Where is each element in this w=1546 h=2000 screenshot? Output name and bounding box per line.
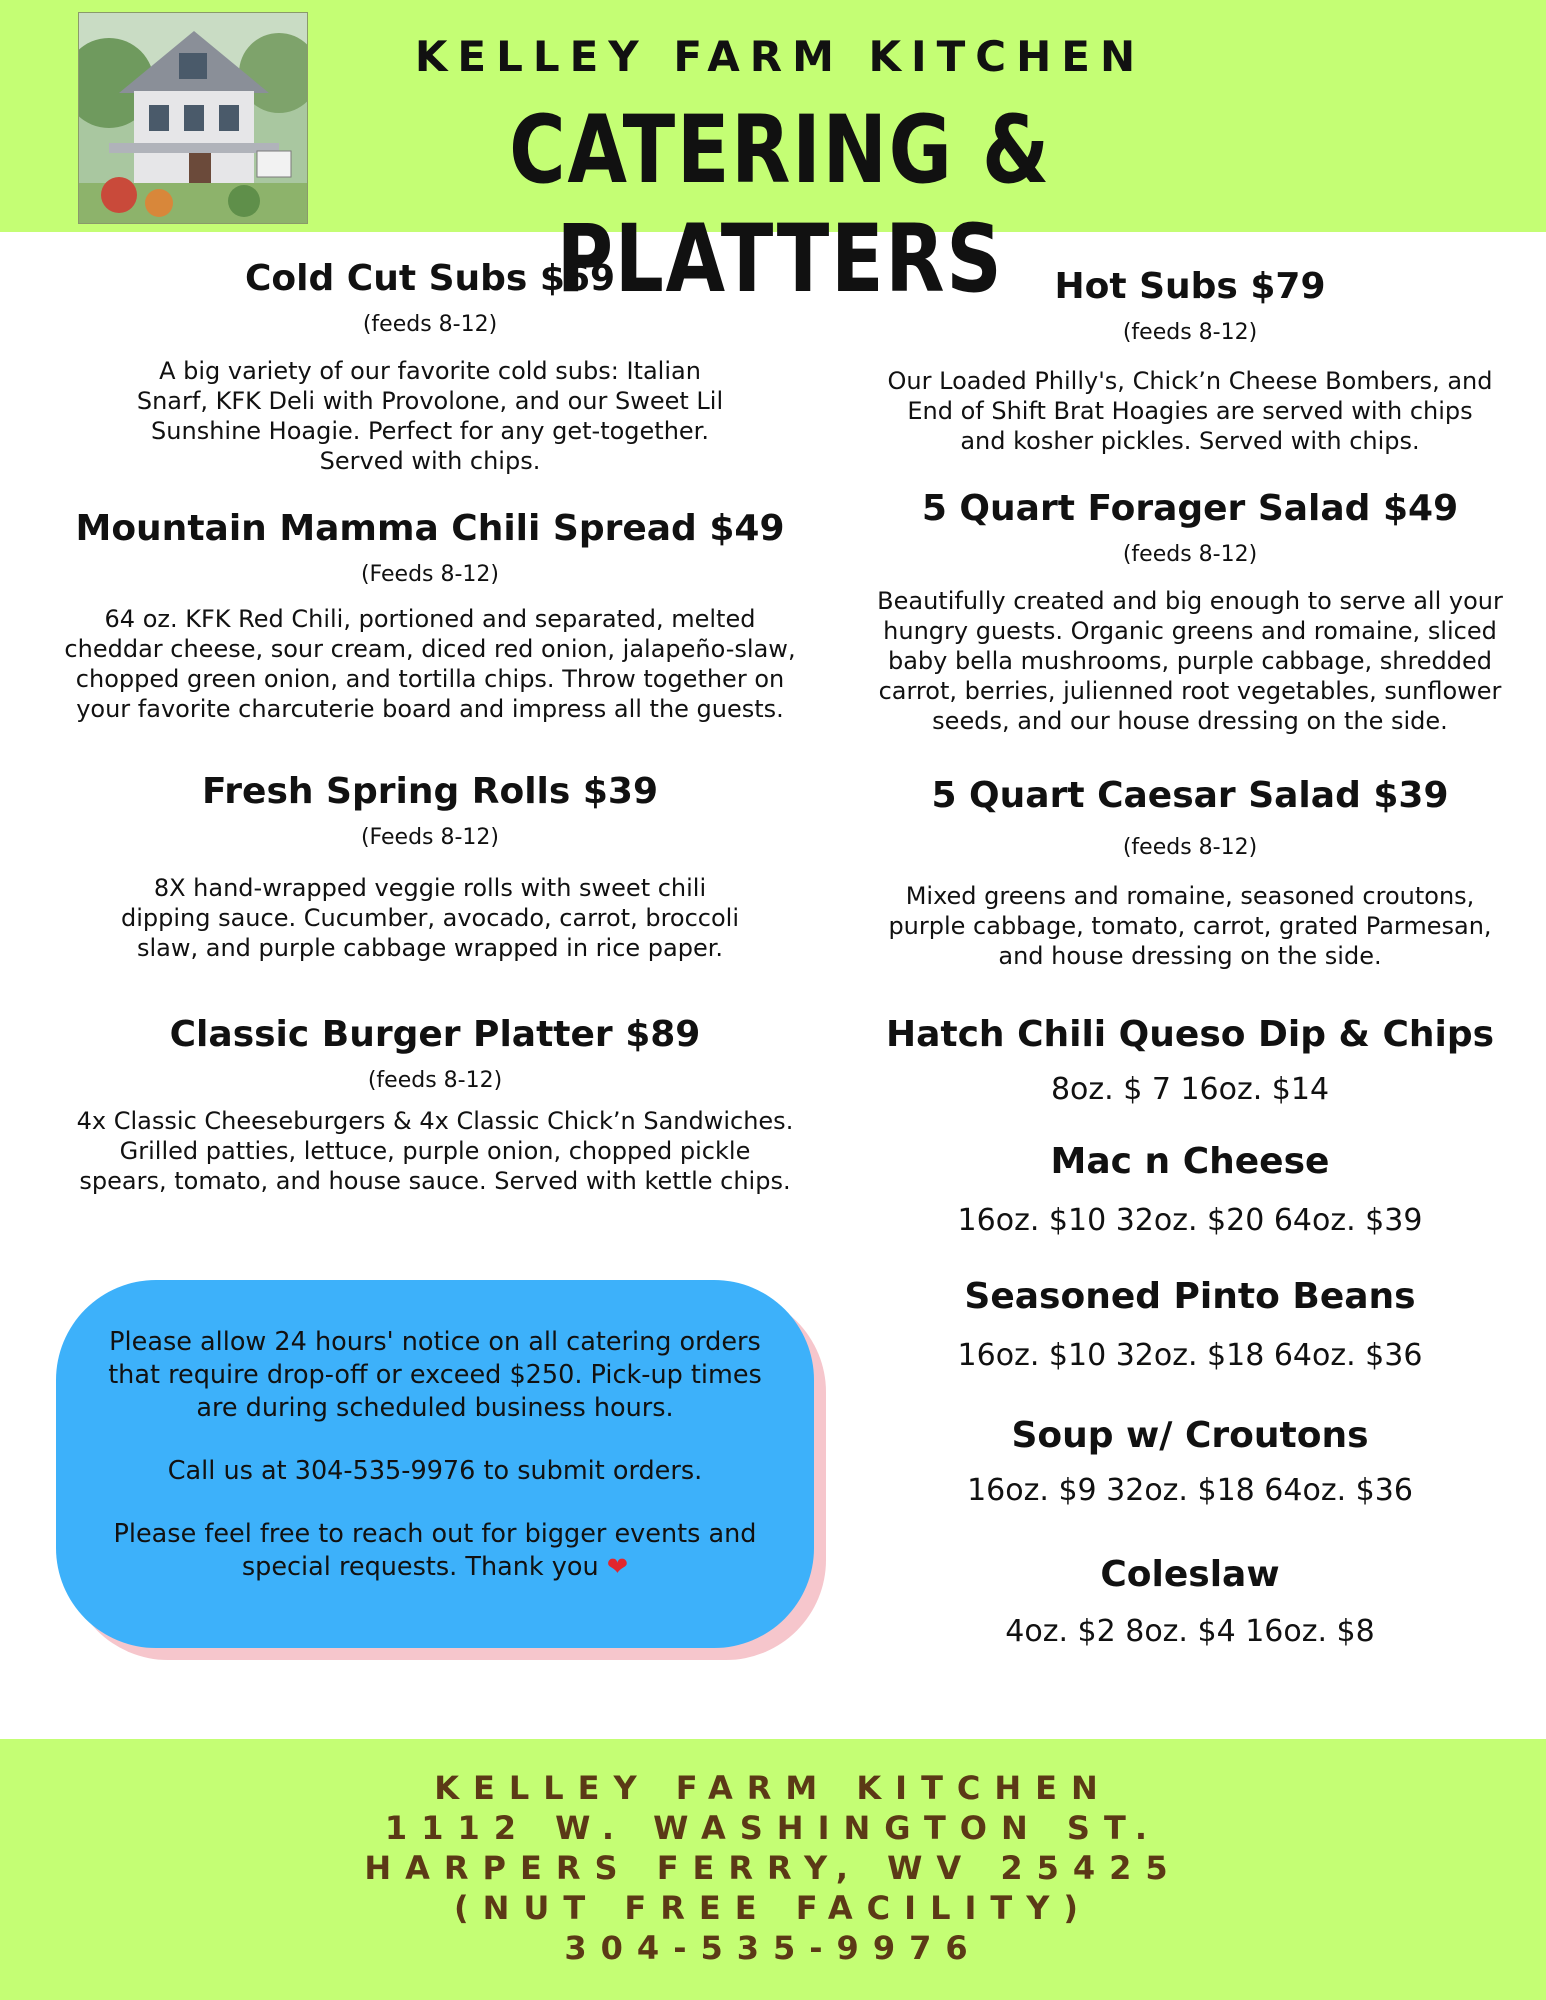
- description-line: spears, tomato, and house sauce. Served with kettle chips.: [79, 1167, 791, 1195]
- side-sizes: 16oz. $9 32oz. $18 64oz. $36: [967, 1473, 1413, 1508]
- item-feeds: (feeds 8-12): [1122, 320, 1258, 345]
- farmhouse-logo: [78, 12, 308, 224]
- item-description: [850, 366, 1530, 456]
- description-line: 64 oz. KFK Red Chili, portioned and separated, melted: [104, 605, 756, 633]
- item-description: [30, 873, 830, 963]
- side-title: Coleslaw: [1100, 1554, 1280, 1595]
- item-description: [850, 586, 1530, 736]
- side-sizes: 8oz. $ 7 16oz. $14: [1050, 1072, 1330, 1107]
- item-description: [30, 1106, 840, 1196]
- description-line: hungry guests. Organic greens and romaine, sliced: [883, 617, 1497, 645]
- description-line: and house dressing on the side.: [998, 942, 1382, 970]
- side-pinto-beans: [850, 1274, 1530, 1376]
- side-title: Seasoned Pinto Beans: [964, 1276, 1416, 1317]
- page-title: CATERING & PLATTERS: [509, 96, 1051, 314]
- item-title: Fresh Spring Rolls $39: [201, 771, 658, 812]
- side-mac-n-cheese: [850, 1139, 1530, 1241]
- menu-item-spring-rolls: [30, 769, 830, 963]
- notice-phone-text: Call us at 304-535-9976 to submit orders.: [167, 1456, 703, 1486]
- description-line: cheddar cheese, sour cream, diced red onion, jalapeño-slaw,: [64, 635, 796, 663]
- item-feeds: (feeds 8-12): [1122, 542, 1258, 567]
- description-line: carrot, berries, julienned root vegetables, sunflower: [878, 677, 1502, 705]
- footer-phone: 304-535-9976: [564, 1929, 982, 1967]
- item-description: [30, 604, 830, 724]
- description-line: Snarf, KFK Deli with Provolone, and our Sweet Lil: [136, 387, 724, 415]
- description-line: slaw, and purple cabbage wrapped in rice paper.: [136, 934, 724, 962]
- menu-item-chili-spread: [30, 506, 830, 724]
- side-queso-dip: [850, 1012, 1530, 1110]
- side-soup: [850, 1413, 1530, 1511]
- item-description: [850, 881, 1530, 971]
- side-sizes: 16oz. $10 32oz. $18 64oz. $36: [957, 1338, 1423, 1373]
- item-title: Cold Cut Subs $69: [244, 258, 616, 299]
- description-line: Mixed greens and romaine, seasoned croutons,: [905, 882, 1475, 910]
- farmhouse-illustration: [79, 13, 307, 223]
- notice-advance-text: Please allow 24 hours' notice on all catering orders that require drop-off or exceed $250. Pick-up times are during scheduled business hours.: [108, 1327, 762, 1423]
- description-line: A big variety of our favorite cold subs: Italian: [159, 357, 701, 385]
- notice-requests-paragraph: [96, 1518, 774, 1584]
- menu-item-cold-cut-subs: [30, 256, 830, 476]
- side-title: Soup w/ Croutons: [1011, 1415, 1369, 1456]
- description-line: and kosher pickles. Served with chips.: [960, 427, 1420, 455]
- item-title: Hot Subs $79: [1054, 266, 1326, 307]
- description-line: 8X hand-wrapped veggie rolls with sweet chili: [153, 874, 707, 902]
- description-line: purple cabbage, tomato, carrot, grated Parmesan,: [888, 912, 1492, 940]
- side-sizes: 4oz. $2 8oz. $4 16oz. $8: [1005, 1614, 1375, 1649]
- menu-item-caesar-salad: [850, 773, 1530, 971]
- description-line: Beautifully created and big enough to serve all your: [877, 587, 1503, 615]
- item-feeds: (feeds 8-12): [1122, 835, 1258, 860]
- item-title: Mountain Mamma Chili Spread $49: [75, 508, 785, 549]
- item-title: 5 Quart Caesar Salad $39: [931, 775, 1449, 816]
- description-line: Grilled patties, lettuce, purple onion, chopped pickle: [119, 1137, 751, 1165]
- description-line: Sunshine Hoagie. Perfect for any get-together.: [151, 417, 709, 445]
- footer-street: 1112 W. WASHINGTON ST.: [384, 1809, 1162, 1847]
- heart-icon: ❤: [606, 1552, 629, 1582]
- description-line: End of Shift Brat Hoagies are served with chips: [907, 397, 1473, 425]
- menu-item-forager-salad: [850, 486, 1530, 736]
- footer-band: [0, 1739, 1546, 2000]
- description-line: Our Loaded Philly's, Chick’n Cheese Bombers, and: [887, 367, 1493, 395]
- menu-item-hot-subs: [850, 264, 1530, 456]
- side-title: Mac n Cheese: [1050, 1141, 1330, 1182]
- item-feeds: (feeds 8-12): [367, 1068, 503, 1093]
- menu-item-burger-platter: [30, 1012, 840, 1196]
- side-sizes: 16oz. $10 32oz. $20 64oz. $39: [957, 1203, 1423, 1238]
- notice-requests-text: Please feel free to reach out for bigger events and special requests. Thank you: [113, 1519, 757, 1582]
- item-feeds: (Feeds 8-12): [360, 825, 500, 850]
- description-line: 4x Classic Cheeseburgers & 4x Classic Chick’n Sandwiches.: [76, 1107, 794, 1135]
- item-feeds: (Feeds 8-12): [360, 562, 500, 587]
- ordering-notice: [56, 1280, 814, 1648]
- description-line: dipping sauce. Cucumber, avocado, carrot, broccoli: [120, 904, 739, 932]
- item-feeds: (feeds 8-12): [362, 312, 498, 337]
- item-title: 5 Quart Forager Salad $49: [921, 488, 1459, 529]
- footer-city: HARPERS FERRY, WV 25425: [364, 1849, 1182, 1887]
- item-title: Classic Burger Platter $89: [169, 1014, 701, 1055]
- description-line: seeds, and our house dressing on the side.: [932, 707, 1448, 735]
- description-line: Served with chips.: [319, 447, 541, 475]
- footer-business-name: KELLEY FARM KITCHEN: [434, 1769, 1112, 1807]
- side-title: Hatch Chili Queso Dip & Chips: [885, 1014, 1495, 1055]
- description-line: baby bella mushrooms, purple cabbage, shredded: [887, 647, 1493, 675]
- footer-nut-free-note: (NUT FREE FACILITY): [454, 1889, 1092, 1927]
- item-description: [30, 356, 830, 476]
- side-coleslaw: [850, 1552, 1530, 1652]
- description-line: chopped green onion, and tortilla chips. Throw together on: [75, 665, 785, 693]
- description-line: your favorite charcuterie board and impress all the guests.: [76, 695, 784, 723]
- brand-name: KELLEY FARM KITCHEN: [414, 32, 1146, 81]
